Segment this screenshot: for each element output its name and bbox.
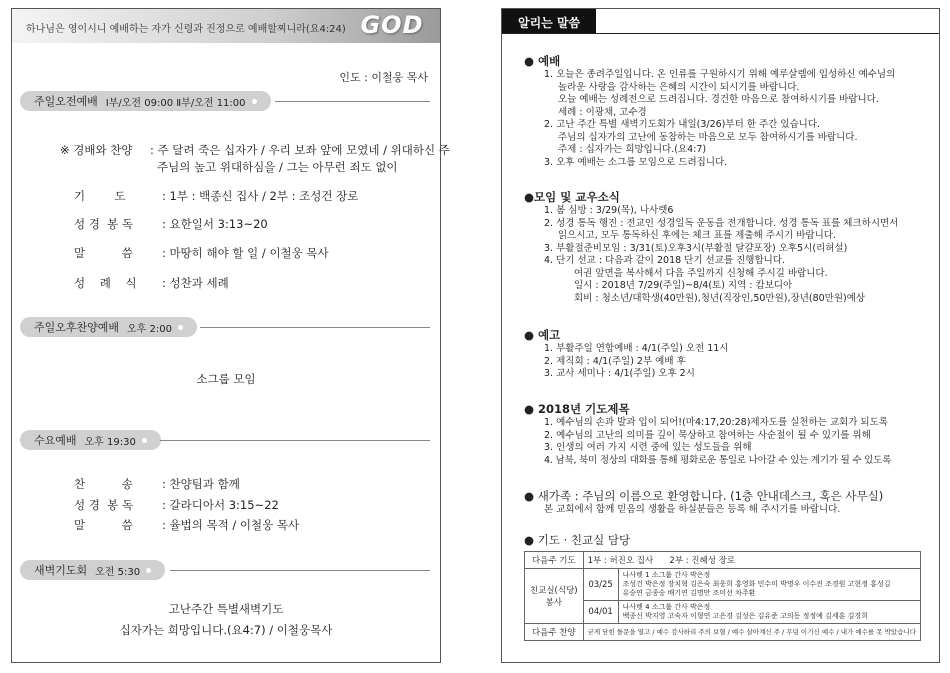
hymn-line2: 주님의 높고 위대하심을 / 그는 아무런 죄도 없이 xyxy=(157,160,398,174)
wednesday-title-pill xyxy=(20,430,161,450)
worship-line: 주제 : 십자가는 희망입니다.(요4:7) xyxy=(558,144,707,155)
worship-line: 1. 오늘은 종려주일입니다. 온 인류를 구원하시기 위해 예루살렘에 입성하신 예수님의 xyxy=(544,69,896,80)
afternoon-section-bar xyxy=(20,317,430,337)
fellowship-label-1: 친교실(식당) xyxy=(529,586,578,596)
wed-scripture-value: : 갈라디아서 3:15~22 xyxy=(162,498,279,512)
praise-row xyxy=(74,476,240,492)
date-cell: 04/01 xyxy=(583,601,618,624)
duty-section xyxy=(524,532,630,548)
afternoon-title: 주일오후찬양예배 xyxy=(34,321,120,334)
divider xyxy=(170,570,430,571)
hymn-row xyxy=(60,142,450,158)
dawn-title: 새벽기도회 xyxy=(34,564,88,577)
meetings-section xyxy=(524,189,898,305)
leader: 인도 : 이철웅 목사 xyxy=(339,71,428,84)
date-cell: 03/25 xyxy=(583,569,618,601)
next-praise-label: 다음주 찬양 xyxy=(525,624,584,641)
prayer-row xyxy=(74,188,358,204)
divider xyxy=(502,33,939,34)
table-row xyxy=(525,601,921,624)
next-praise-value: 굳게 닫힌 돌문을 열고 / 예수 감사하리 주의 보혈 / 예수 살아계신 주 / 무덤 이기신 예수 / 내가 예수를 못 박았습니다 xyxy=(583,624,920,641)
announcements-panel xyxy=(501,8,940,663)
divider xyxy=(160,440,430,441)
worship-line: 오늘 예배는 성례전으로 드려집니다. 경건한 마음으로 참여하시기를 바랍니다. xyxy=(558,94,879,105)
dawn-times: 오전 5:30 xyxy=(95,566,141,578)
wednesday-section-bar xyxy=(20,430,430,450)
fellowship-line: 유승연 금종숭 배기연 김명만 조미선 차주환 xyxy=(622,589,756,597)
divider xyxy=(275,101,430,102)
dawn-line2: 십자가는 희망입니다.(요4:7) / 이철웅목사 xyxy=(119,623,333,637)
wed-scripture-label: 성 경 봉 독 xyxy=(74,498,134,512)
morning-times: Ⅰ부/오전 09:00 Ⅱ부/오전 11:00 xyxy=(105,97,246,109)
meetings-line: 3. 부활절준비모임 : 3/31(토)오후3시(부활절 달걀포장) 오후5시(리허설) xyxy=(544,242,848,254)
praise-label: 찬 송 xyxy=(74,477,133,491)
dot-icon xyxy=(146,568,151,573)
dot-icon xyxy=(142,438,147,443)
newcomers-section xyxy=(524,488,883,517)
dawn-title-pill xyxy=(20,560,165,580)
sacrament-label: 성 례 식 xyxy=(74,276,137,290)
wednesday-times: 오후 19:30 xyxy=(84,436,136,448)
divider xyxy=(200,327,430,328)
prayer-value: : 1부 : 백종신 집사 / 2부 : 조성건 장로 xyxy=(162,189,359,203)
meetings-line: 여권 앞면을 복사해서 다음 주일까지 신청해 주시길 바랍니다. xyxy=(574,267,828,279)
hymn-line1: : 주 달려 죽은 십자가 / 우리 보좌 앞에 모였네 / 위대하신 주 xyxy=(150,143,450,157)
fellowship-line: 백종신 박지영 고숙자 이형연 고은경 김성은 김유준 고의동 정정예 김세훈 김경희 xyxy=(622,612,868,620)
worship-line: 놀라운 사랑을 감사하는 은혜의 시간이 되시기를 바랍니다. xyxy=(558,81,800,93)
notice-line: 1. 부활주일 연합예배 : 4/1(주일) 오전 11시 xyxy=(544,343,729,354)
afternoon-content: 소그룹 모임 xyxy=(196,372,256,386)
prayer-label: 기 도 xyxy=(74,189,126,203)
sacrament-row xyxy=(74,275,229,291)
meetings-line: 회비 : 청소년/대학생(40만원),청년(직장인,50만원),장년(80만원)예상 xyxy=(574,292,866,304)
next-prayer-value: 1부 : 허진오 집사 2부 : 진혜성 장로 xyxy=(583,552,920,569)
prayer-line: 1. 예수님의 손과 발과 입이 되어!(마4:17,20:28)제자도를 실천하는 교회가 되도록 xyxy=(544,417,888,428)
prayer-line: 3. 인생의 여러 가지 시련 중에 있는 성도들을 위해 xyxy=(544,442,752,453)
next-prayer-label: 다음주 기도 xyxy=(525,552,584,569)
meetings-line: 4. 단기 선교 : 다음과 같이 2018 단기 선교를 진행합니다. xyxy=(544,255,786,266)
afternoon-times: 오후 2:00 xyxy=(127,323,172,335)
fellowship-line: 조성건 박은정 장치혁 김은숙 최웅희 홍영화 민수미 박명우 이수진 조경원 고현정 홍성길 xyxy=(622,580,891,588)
duty-table xyxy=(524,551,921,641)
sermon-label: 말 씀 xyxy=(74,246,133,260)
worship-section xyxy=(524,53,895,169)
meetings-line: 1. 봄 심방 : 3/29(목), 나사렛6 xyxy=(544,205,674,216)
sacrament-value: : 성찬과 세례 xyxy=(162,276,229,290)
notice-line: 3. 교사 세미나 : 4/1(주일) 오후 2시 xyxy=(544,368,695,379)
newcomers-title: ● 새가족 : 주님의 이름으로 환영합니다. (1층 안내데스크, 혹은 사무실) xyxy=(524,489,884,503)
notice-line: 2. 제직회 : 4/1(주일) 2부 예배 후 xyxy=(544,355,686,367)
worship-title: ● 예배 xyxy=(524,54,561,68)
worship-line: 2. 고난 주간 특별 새벽기도회가 내일(3/26)부터 한 주간 있습니다. xyxy=(544,119,821,130)
duty-title: ● 기도 · 친교실 담당 xyxy=(524,533,631,547)
wednesday-title: 수요예배 xyxy=(34,434,77,447)
scripture-row xyxy=(74,216,268,232)
fellowship-label-2: 봉사 xyxy=(545,598,562,608)
table-row xyxy=(525,552,921,569)
fellowship-label xyxy=(525,569,584,624)
wed-sermon-row xyxy=(74,517,299,533)
worship-line: 세례 : 이광채, 고수경 xyxy=(558,106,647,118)
hymn-label: ※ 경배와 찬양 xyxy=(60,143,133,157)
prayer-line: 2. 예수님의 고난의 의미를 깊이 묵상하고 참여하는 사순절이 될 수 있기를 위해 xyxy=(544,429,871,441)
newcomers-line: 본 교회에서 함께 믿음의 생활을 하실분들은 등록 해 주시기를 바랍니다. xyxy=(544,504,841,515)
prayer-line: 4. 남북, 북미 정상의 대화를 통해 평화로운 통일로 나아갈 수 있는 계기가 될 수 있도록 xyxy=(544,454,892,466)
wed-scripture-row xyxy=(74,497,279,513)
morning-section-bar xyxy=(20,91,430,111)
fellowship-cell xyxy=(618,569,920,601)
prayer-section xyxy=(524,401,891,467)
fellowship-cell xyxy=(618,601,920,624)
meetings-line: 2. 성경 통독 행진 : 전교인 성경일독 운동을 전개합니다. 성경 통독 표를 체크하시면서 xyxy=(544,217,899,229)
announcements-header: 알리는 말씀 xyxy=(502,9,596,33)
meetings-line: 읽으시고, 모두 통독하신 후에는 체크 표를 제출해 주시기 바랍니다. xyxy=(558,230,836,241)
morning-title: 주일오전예배 xyxy=(34,95,98,108)
meetings-line: 일시 : 2018년 7/29(주일)~8/4(토) 지역 : 캄보디아 xyxy=(574,280,793,291)
dawn-section-bar xyxy=(20,560,430,580)
praise-value: : 찬양팀과 함께 xyxy=(162,477,240,491)
afternoon-title-pill xyxy=(20,317,197,337)
verse-banner xyxy=(12,9,440,43)
worship-line: 3. 오후 예배는 소그룹 모임으로 드려집니다. xyxy=(544,156,728,168)
morning-title-pill xyxy=(20,91,271,111)
dawn-line1: 고난주간 특별새벽기도 xyxy=(168,602,284,616)
fellowship-line: 나사렛 1 소그룹 간사 박은정 xyxy=(622,571,711,579)
table-row xyxy=(525,569,921,601)
table-row xyxy=(525,624,921,641)
dot-icon xyxy=(252,99,257,104)
meetings-title: ●모임 및 교우소식 xyxy=(524,190,620,204)
scripture-value: : 요한일서 3:13~20 xyxy=(162,217,268,231)
sermon-row xyxy=(74,245,329,261)
god-logo: GOD xyxy=(360,11,424,39)
wed-sermon-value: : 율법의 목적 / 이철웅 목사 xyxy=(162,518,300,532)
notice-section xyxy=(524,327,728,381)
fellowship-line: 나사렛 4 소그룹 간사 박은정 xyxy=(622,603,711,611)
sermon-value: : 마땅히 해야 할 일 / 이철웅 목사 xyxy=(162,246,329,260)
worship-order-panel xyxy=(11,8,450,663)
worship-line: 주님의 십자가의 고난에 동참하는 마음으로 모두 참여하시기를 바랍니다. xyxy=(558,131,858,143)
dot-icon xyxy=(178,325,183,330)
notice-title: ● 예고 xyxy=(524,328,561,342)
prayer-title: ● 2018년 기도제목 xyxy=(524,402,630,416)
wed-sermon-label: 말 씀 xyxy=(74,518,133,532)
scripture-label: 성 경 봉 독 xyxy=(74,217,134,231)
banner-verse: 하나님은 영이시니 예배하는 자가 신령과 진정으로 예배할찌니라(요4:24) xyxy=(26,24,346,35)
